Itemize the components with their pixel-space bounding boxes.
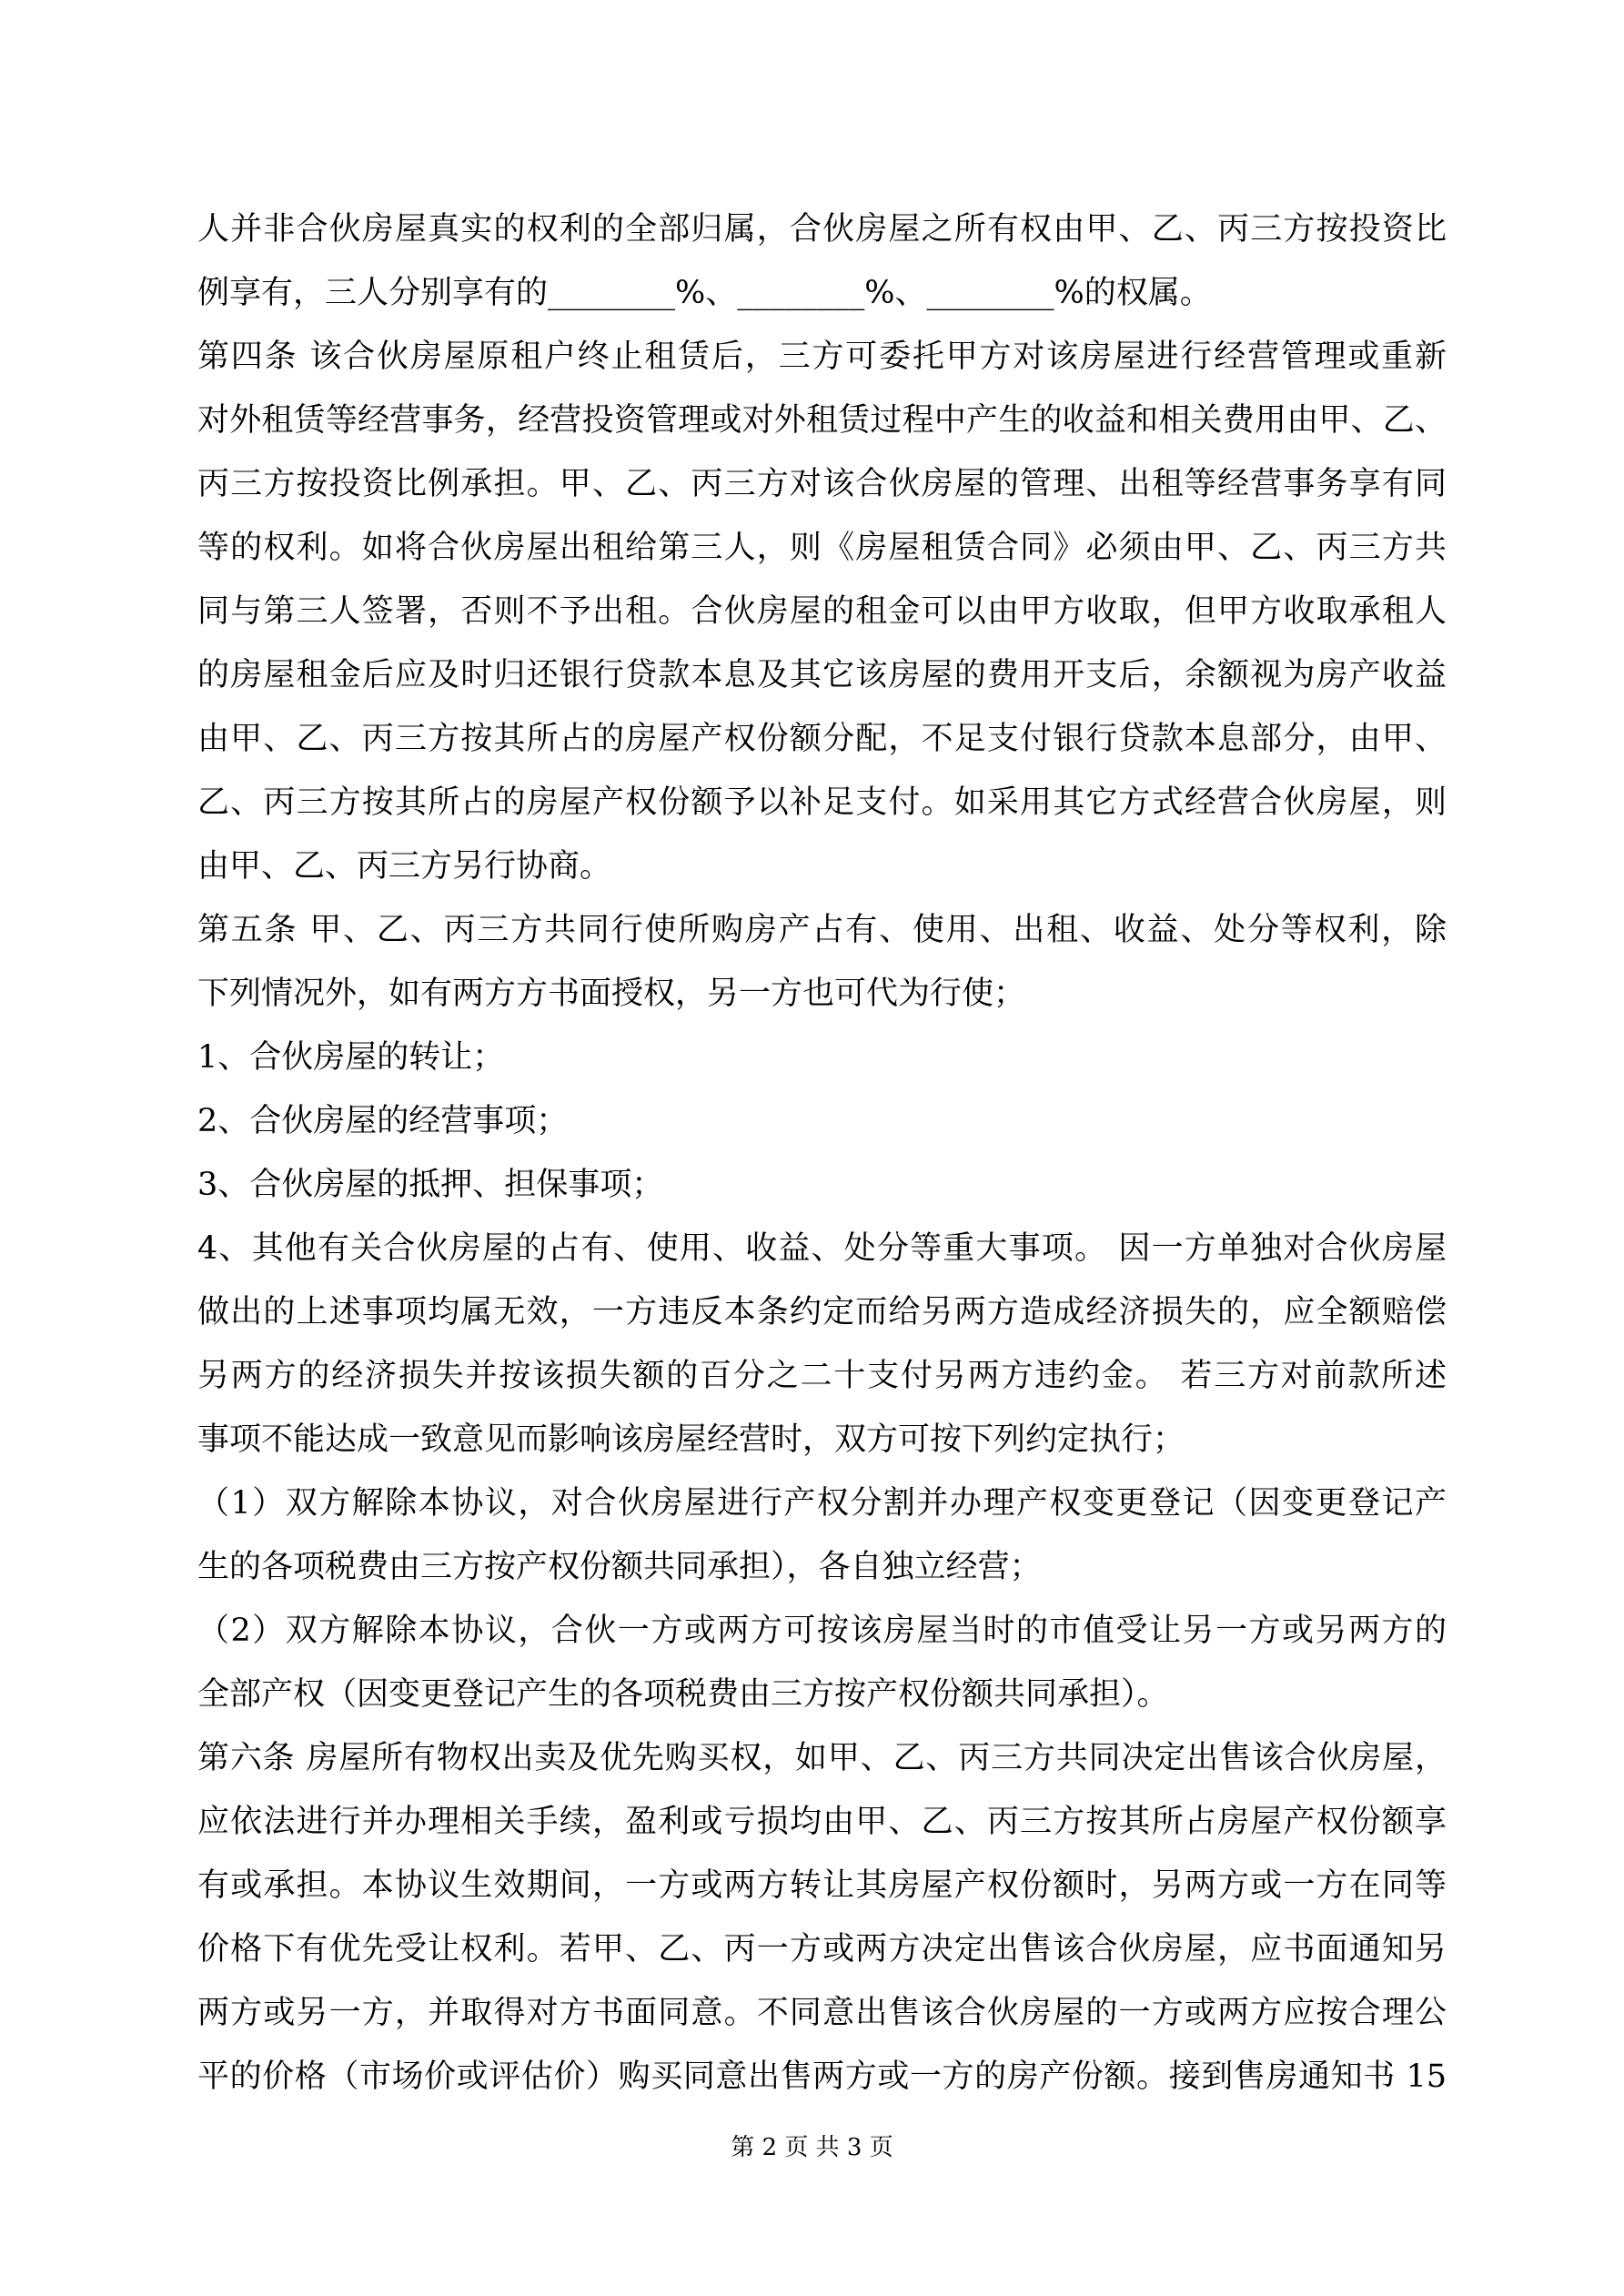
text-line: 4、其他有关合伙房屋的占有、使用、收益、处分等重大事项。 因一方单独对合伙房屋 [197,1230,1447,1267]
text-line: 同与第三人签署，否则不予出租。合伙房屋的租金可以由甲方收取，但甲方收取承租人 [197,593,1447,630]
page-footer [0,2131,1624,2164]
page-number: 第 2 页 共 3 页 [731,2134,893,2161]
text-line: 例享有，三人分别享有的________%、________%、________%的权属。 [197,275,1212,311]
text-line: 丙三方按投资比例承担。甲、乙、丙三方对该合伙房屋的管理、出租等经营事务享有同 [197,466,1447,502]
text-line: 应依法进行并办理相关手续，盈利或亏损均由甲、乙、丙三方按其所占房屋产权份额享 [197,1804,1447,1840]
text-line: 人并非合伙房屋真实的权利的全部归属，合伙房屋之所有权由甲、乙、丙三方按投资比 [197,211,1447,248]
text-line: （2）双方解除本协议，合伙一方或两方可按该房屋当时的市值受让另一方或另两方的 [197,1613,1447,1649]
text-line: 第四条 该合伙房屋原租户终止租赁后，三方可委托甲方对该房屋进行经营管理或重新 [197,339,1447,375]
text-line: （1）双方解除本协议，对合伙房屋进行产权分割并办理产权变更登记（因变更登记产 [197,1485,1447,1522]
text-line: 第六条 房屋所有物权出卖及优先购买权，如甲、乙、丙三方共同决定出售该合伙房屋， [197,1740,1447,1776]
text-line: 另两方的经济损失并按该损失额的百分之二十支付另两方违约金。 若三方对前款所述 [197,1358,1447,1394]
text-line: 由甲、乙、丙三方另行协商。 [197,848,612,885]
text-line: 做出的上述事项均属无效，一方违反本条约定而给另两方造成经济损失的，应全额赔偿 [197,1294,1447,1330]
text-line: 对外租赁等经营事务，经营投资管理或对外租赁过程中产生的收益和相关费用由甲、乙、 [197,402,1447,439]
text-line: 事项不能达成一致意见而影响该房屋经营时，双方可按下列约定执行； [197,1421,1185,1458]
text-line: 生的各项税费由三方按产权份额共同承担），各自独立经营； [197,1549,1042,1585]
text-line: 有或承担。本协议生效期间，一方或两方转让其房屋产权份额时，另两方或一方在同等 [197,1867,1447,1904]
text-line: 由甲、乙、丙三方按其所占的房屋产权份额分配，不足支付银行贷款本息部分，由甲、 [197,721,1447,757]
text-line: 价格下有优先受让权利。若甲、乙、丙一方或两方决定出售该合伙房屋，应书面通知另 [197,1931,1447,1967]
document-body [197,197,1447,2109]
text-line: 乙、丙三方按其所占的房屋产权份额予以补足支付。如采用其它方式经营合伙房屋，则 [197,784,1447,821]
text-line: 的房屋租金后应及时归还银行贷款本息及其它该房屋的费用开支后，余额视为房产收益 [197,657,1447,693]
text-line: 平的价格（市场价或评估价）购买同意出售两方或一方的房产份额。接到售房通知书 15 [197,2058,1447,2095]
text-line: 全部产权（因变更登记产生的各项税费由三方按产权份额共同承担）。 [197,1676,1169,1713]
text-line: 下列情况外，如有两方方书面授权，另一方也可代为行使； [197,976,1026,1012]
text-line: 两方或另一方，并取得对方书面同意。不同意出售该合伙房屋的一方或两方应按合理公 [197,1995,1447,2031]
text-line: 3、合伙房屋的抵押、担保事项； [197,1167,664,1203]
text-line: 第五条 甲、乙、丙三方共同行使所购房产占有、使用、出租、收益、处分等权利，除 [197,912,1447,948]
text-line: 1、合伙房屋的转让； [197,1039,505,1076]
text-line: 等的权利。如将合伙房屋出租给第三人，则《房屋租赁合同》必须由甲、乙、丙三方共 [197,530,1447,566]
text-line: 2、合伙房屋的经营事项； [197,1103,569,1139]
